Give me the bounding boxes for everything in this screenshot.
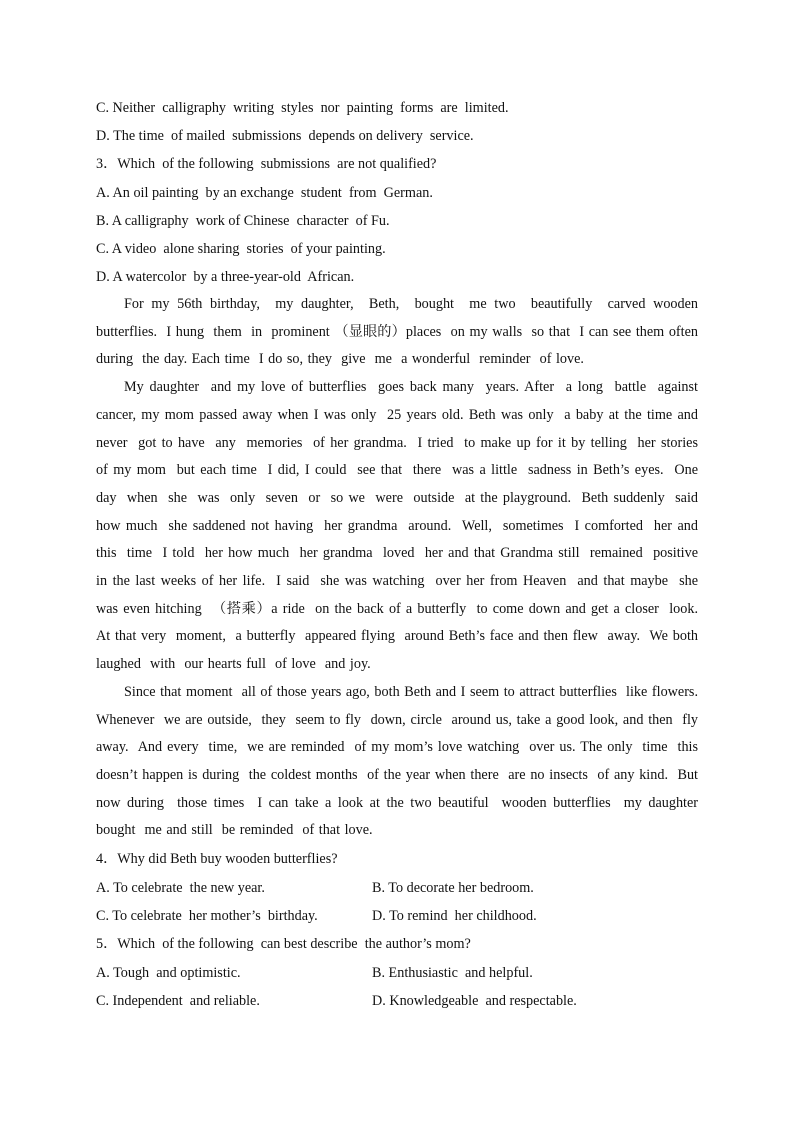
q4-option-a: A. To celebrate the new year. <box>96 880 265 897</box>
q5-option-a: A. Tough and optimistic. <box>96 965 241 982</box>
q5-options-row-2 <box>96 987 698 1015</box>
q3-option-a: A. An oil painting by an exchange student from German. <box>96 185 433 201</box>
q4-options-row-1 <box>96 874 698 902</box>
q4-option-b: B. To decorate her bedroom. <box>372 880 534 897</box>
passage-paragraph-2: My daughter and my love of butterflies goes back many years. After a long battle against cancer, my mom passed away when I was only 25 years old. Beth was only a baby at the time and never got to have any memories of her grandma. I tried to make up for it by telling her stories of my mom but each time I did, I could see that there was a little sadness in Beth’s eyes. One day when she was only seven or so we were outside at the playground. Beth suddenly said how much she saddened not having her grandma around. Well, sometimes I comforted her and this time I told her how much her grandma loved her and that Grandma still remained positive in the last weeks of her life. I said she was watching over her from Heaven and that maybe she was even hitching （搭乘）a ride on the back of a butterfly to come down and get a closer look. At that very moment, a butterfly appeared flying around Beth’s face and then flew away. We both laughed with our hearts full of love and joy. <box>96 379 708 673</box>
passage-paragraph-1: For my 56th birthday, my daughter, Beth, bought me two beautifully carved wooden butterflies. I hung them in prominent （显眼的）places on my walls so that I can see them often during the day. Each time I do so, they give me a wonderful reminder of love. <box>96 296 708 368</box>
q3-stem: 3．Which of the following submissions are not qualified? <box>96 156 437 172</box>
q4-stem: 4．Why did Beth buy wooden butterflies? <box>96 851 338 868</box>
q3-option-b: B. A calligraphy work of Chinese character of Fu. <box>96 213 390 229</box>
q2-option-d: D. The time of mailed submissions depends on delivery service. <box>96 128 474 144</box>
q4-options-row-2 <box>96 902 698 930</box>
q5-option-b: B. Enthusiastic and helpful. <box>372 965 533 982</box>
q3-option-d: D. A watercolor by a three-year-old African. <box>96 269 355 285</box>
q5-stem: 5．Which of the following can best describe the author’s mom? <box>96 936 471 953</box>
q5-option-c: C. Independent and reliable. <box>96 993 260 1010</box>
passage-paragraph-3: Since that moment all of those years ago, both Beth and I seem to attract butterflies like flowers. Whenever we are outside, they seem to fly down, circle around us, take a good look, and then fly away. And every time, we are reminded of my mom’s love watching over us. The only time this doesn’t happen is during the coldest months of the year when there are no insects of any kind. But now during those times I can take a look at the two beautiful wooden butterflies my daughter bought me and still be reminded of that love. <box>96 683 708 839</box>
q5-option-d: D. Knowledgeable and respectable. <box>372 993 577 1010</box>
q4-option-c: C. To celebrate her mother’s birthday. <box>96 908 318 925</box>
q5-options-row-1 <box>96 959 698 987</box>
q2-option-c: C. Neither calligraphy writing styles nor painting forms are limited. <box>96 100 509 116</box>
q3-option-c: C. A video alone sharing stories of your painting. <box>96 241 386 257</box>
q4-option-d: D. To remind her childhood. <box>372 908 537 925</box>
exam-page <box>96 94 708 1015</box>
